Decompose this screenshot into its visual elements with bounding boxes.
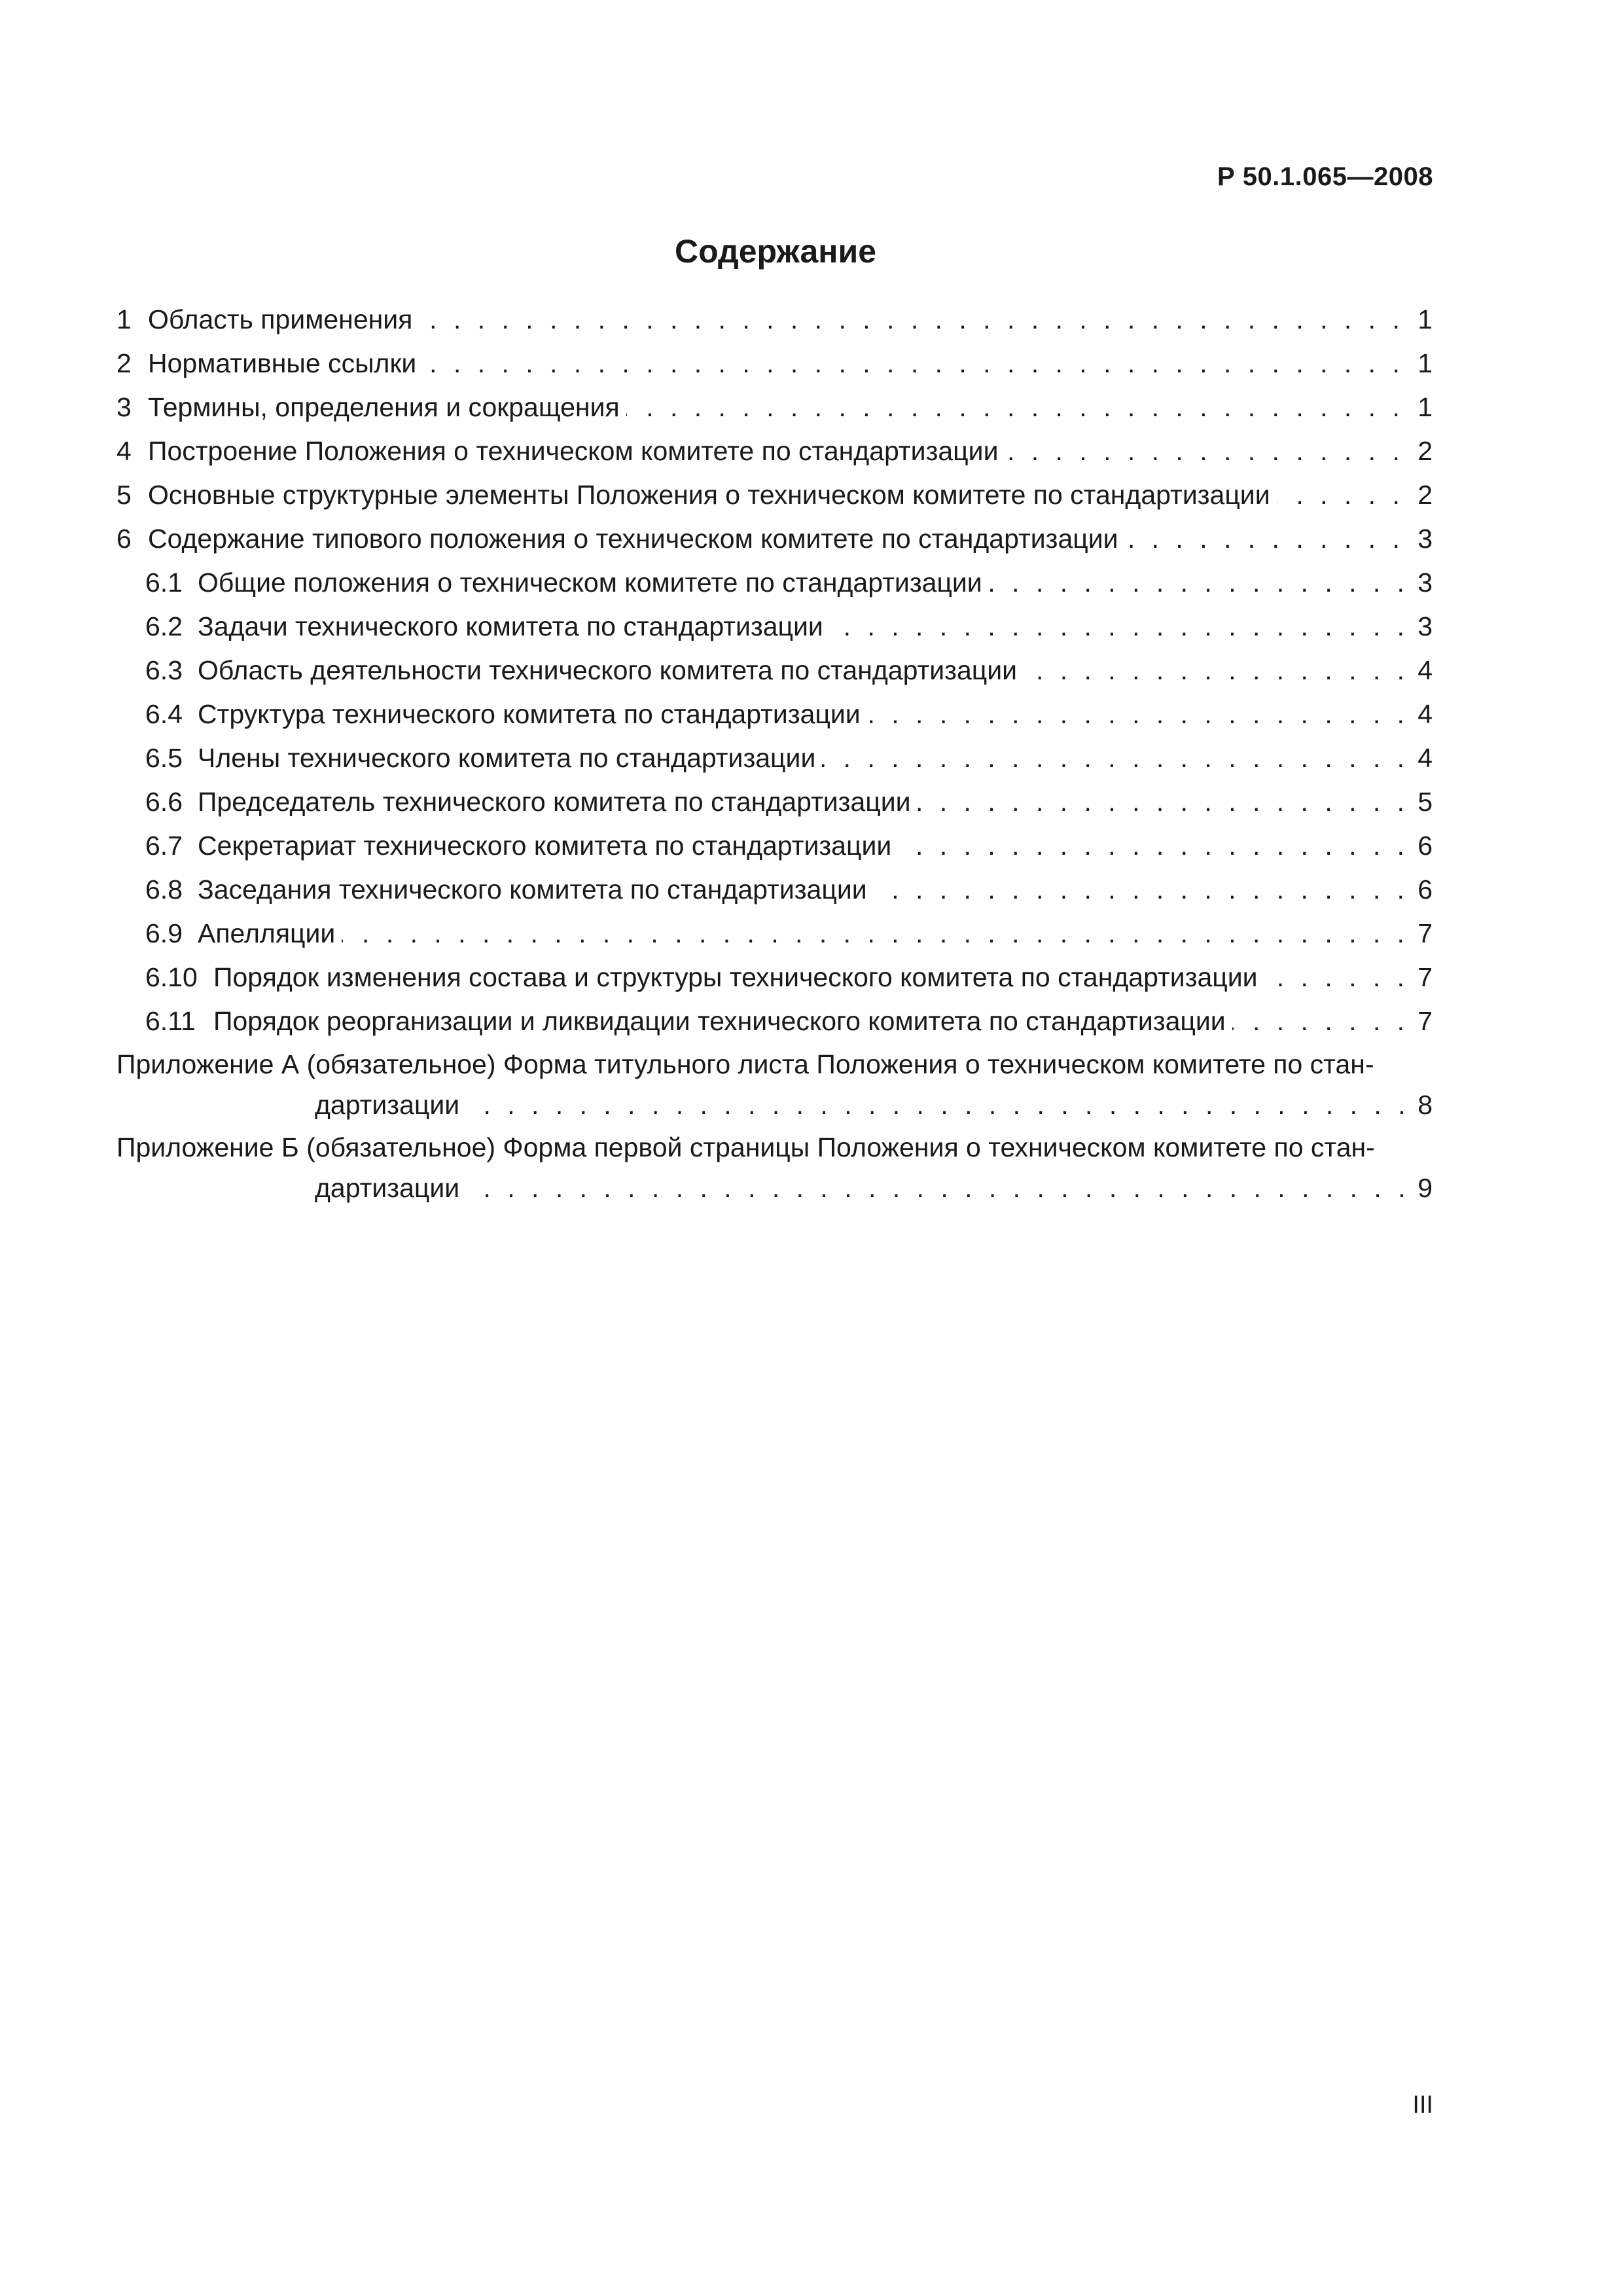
- toc-entry-title: Апелляции: [198, 918, 336, 948]
- toc-entry-number: 6.11: [145, 1006, 196, 1036]
- toc-entry-6-1[interactable]: [145, 561, 1433, 605]
- dot-leader: [315, 1168, 1405, 1208]
- toc-entry-number: 1: [116, 304, 132, 334]
- toc-entry-number: 6.8: [145, 874, 183, 905]
- toc-entry-number: 6: [116, 524, 132, 554]
- toc-entry-6-10[interactable]: [145, 956, 1433, 999]
- toc-entry-number: 6.4: [145, 699, 183, 729]
- toc-entry-number: 6.3: [145, 655, 183, 685]
- toc-entry-page: 9: [1411, 1168, 1433, 1208]
- toc-entry-title: Члены технического комитета по стандартизации: [198, 743, 816, 773]
- document-code: Р 50.1.065—2008: [1217, 162, 1433, 191]
- toc-entry-page: 3: [1411, 561, 1433, 605]
- toc-entry-number: 6.2: [145, 611, 183, 641]
- toc-appendix-title: Приложение Б (обязательное) Форма первой страницы Положения о техническом комитете по стан-: [116, 1132, 1375, 1162]
- toc-entry-6-8[interactable]: [145, 868, 1433, 912]
- toc-entry-number: 6.9: [145, 918, 183, 948]
- toc-entry-title: Порядок реорганизации и ликвидации технического комитета по стандартизации: [213, 1006, 1226, 1036]
- toc-entry-6-3[interactable]: [145, 649, 1433, 692]
- toc-entry-5[interactable]: [116, 473, 1433, 517]
- toc-entry-title: Построение Положения о техническом комитете по стандартизации: [148, 436, 999, 466]
- toc-entry-title: Структура технического комитета по стандартизации: [198, 699, 861, 729]
- toc-entry-title: Заседания технического комитета по стандартизации: [198, 874, 867, 905]
- toc-entry-title: Председатель технического комитета по стандартизации: [198, 787, 911, 817]
- page-number: III: [1412, 2091, 1433, 2119]
- toc-entry-page: 7: [1411, 912, 1433, 956]
- toc-entry-6-7[interactable]: [145, 824, 1433, 868]
- toc-entry-4[interactable]: [116, 429, 1433, 473]
- toc-entry-number: 6.7: [145, 831, 183, 861]
- toc-entry-number: 6.6: [145, 787, 183, 817]
- toc-appendix-b[interactable]: [116, 1126, 1433, 1210]
- toc-entry-6-9[interactable]: [145, 912, 1433, 956]
- table-of-contents: [116, 298, 1433, 1210]
- toc-appendix-a[interactable]: [116, 1043, 1433, 1126]
- toc-entry-title: Основные структурные элементы Положения о техническом комитете по стандартизации: [148, 480, 1270, 510]
- toc-entry-page: 5: [1411, 780, 1433, 824]
- toc-entry-page: 6: [1411, 824, 1433, 868]
- toc-entry-2[interactable]: [116, 342, 1433, 386]
- toc-appendix-title-continued: дартизации: [315, 1168, 466, 1208]
- toc-entry-page: 2: [1411, 473, 1433, 517]
- toc-entry-page: 3: [1411, 517, 1433, 561]
- toc-entry-number: 5: [116, 480, 132, 510]
- toc-entry-6-11[interactable]: [145, 999, 1433, 1043]
- toc-entry-number: 3: [116, 392, 132, 422]
- toc-appendix-title: Приложение А (обязательное) Форма титульного листа Положения о техническом комитете по стан-: [116, 1049, 1374, 1079]
- dot-leader: [315, 1085, 1405, 1124]
- toc-entry-page: 6: [1411, 868, 1433, 912]
- toc-entry-title: Порядок изменения состава и структуры технического комитета по стандартизации: [213, 962, 1258, 992]
- toc-title: Содержание: [674, 233, 877, 270]
- toc-entry-6-2[interactable]: [145, 605, 1433, 649]
- toc-entry-6-5[interactable]: [145, 736, 1433, 780]
- toc-entry-number: 4: [116, 436, 132, 466]
- toc-entry-number: 6.5: [145, 743, 183, 773]
- toc-entry-1[interactable]: [116, 298, 1433, 342]
- toc-entry-3[interactable]: [116, 386, 1433, 429]
- toc-entry-page: 2: [1411, 429, 1433, 473]
- toc-entry-6-4[interactable]: [145, 692, 1433, 736]
- toc-entry-6[interactable]: [116, 517, 1433, 561]
- toc-entry-page: 7: [1411, 999, 1433, 1043]
- toc-entry-number: 2: [116, 348, 132, 378]
- toc-entry-page: 4: [1411, 692, 1433, 736]
- toc-entry-number: 6.10: [145, 962, 198, 992]
- toc-entry-page: 4: [1411, 736, 1433, 780]
- toc-entry-title: Область применения: [148, 304, 413, 334]
- toc-entry-number: 6.1: [145, 567, 183, 598]
- toc-entry-page: 4: [1411, 649, 1433, 692]
- toc-entry-6-6[interactable]: [145, 780, 1433, 824]
- toc-appendix-title-continued: дартизации: [315, 1085, 466, 1124]
- toc-entry-page: 8: [1411, 1085, 1433, 1124]
- toc-entry-title: Секретариат технического комитета по стандартизации: [198, 831, 892, 861]
- toc-entry-page: 1: [1411, 342, 1433, 386]
- toc-entry-title: Область деятельности технического комитета по стандартизации: [198, 655, 1018, 685]
- toc-entry-title: Содержание типового положения о техническом комитете по стандартизации: [148, 524, 1118, 554]
- toc-entry-title: Задачи технического комитета по стандартизации: [198, 611, 823, 641]
- toc-entry-title: Термины, определения и сокращения: [148, 392, 620, 422]
- toc-entry-page: 1: [1411, 386, 1433, 429]
- toc-entry-title: Нормативные ссылки: [148, 348, 417, 378]
- toc-entry-page: 7: [1411, 956, 1433, 999]
- toc-entry-title: Общие положения о техническом комитете по стандартизации: [198, 567, 982, 598]
- toc-entry-page: 3: [1411, 605, 1433, 649]
- toc-entry-page: 1: [1411, 298, 1433, 342]
